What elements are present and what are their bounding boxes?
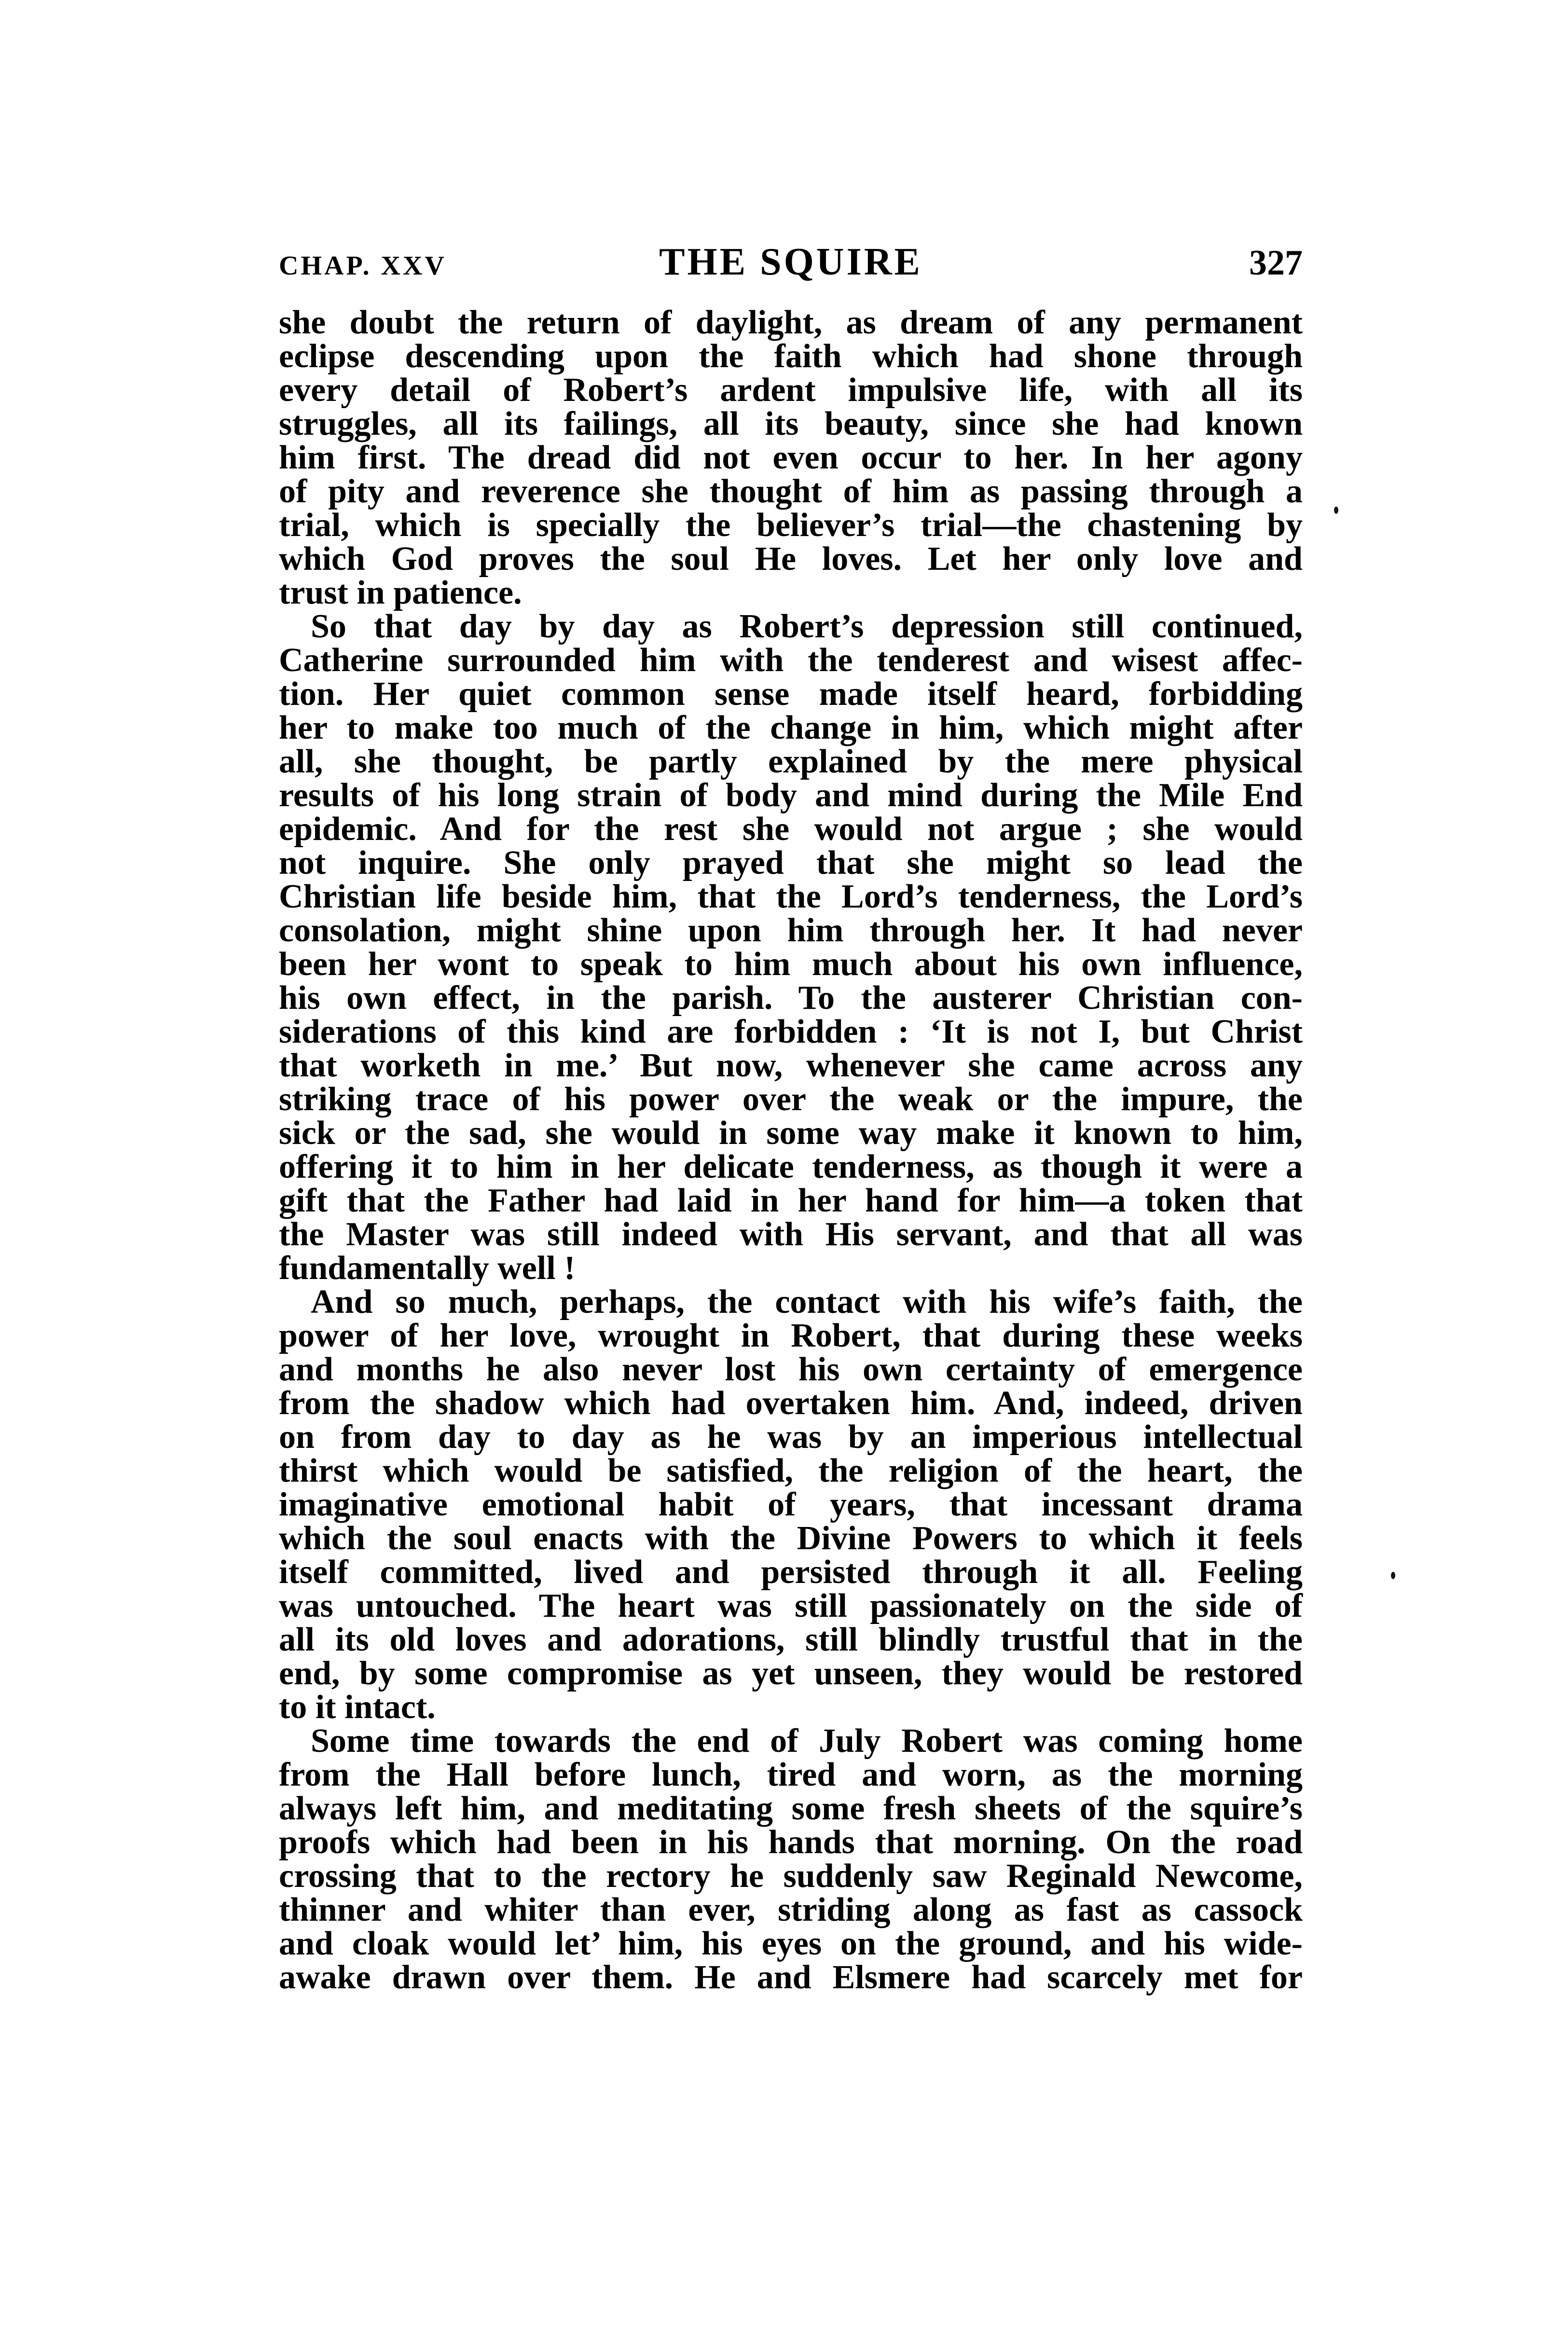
text-line: all its old loves and adorations, still blindly trustful that in the	[279, 1621, 1303, 1658]
text-line: trial, which is specially the believer’s trial—the chastening by	[279, 507, 1303, 544]
text-line: from the Hall before lunch, tired and worn, as the morning	[279, 1756, 1303, 1793]
text-line: fundamentally well !	[279, 1250, 576, 1287]
text-line: of pity and reverence she thought of him as passing through a	[279, 473, 1303, 510]
running-title: THE SQUIRE	[659, 241, 922, 283]
text-line: siderations of this kind are forbidden : ‘It is not I, but Christ	[279, 1013, 1303, 1050]
text-line: which God proves the soul He loves. Let her only love and	[279, 540, 1303, 578]
text-line: offering it to him in her delicate tenderness, as though it were a	[279, 1148, 1303, 1185]
page-number: 327	[1249, 243, 1303, 283]
text-line: that worketh in me.’ But now, whenever she came across any	[279, 1047, 1303, 1084]
ink-speck	[1334, 507, 1338, 514]
text-line: power of her love, wrought in Robert, that during these weeks	[279, 1317, 1303, 1354]
paragraph	[279, 1285, 1303, 1724]
paragraph	[279, 610, 1303, 1285]
text-line: proofs which had been in his hands that morning. On the road	[279, 1824, 1303, 1861]
body-text	[279, 306, 1303, 1994]
text-line: tion. Her quiet common sense made itself heard, forbidding	[279, 675, 1303, 713]
text-line: gift that the Father had laid in her hand for him—a token that	[279, 1182, 1303, 1219]
text-line: all, she thought, be partly explained by the mere physical	[279, 743, 1303, 780]
text-line: from the shadow which had overtaken him. And, indeed, driven	[279, 1385, 1303, 1422]
text-line: Some time towards the end of July Robert was coming home	[311, 1722, 1303, 1760]
text-line: results of his long strain of body and mind during the Mile End	[279, 777, 1303, 814]
text-line: epidemic. And for the rest she would not argue ; she would	[279, 811, 1303, 848]
text-line: Catherine surrounded him with the tenderest and wisest affec-	[279, 642, 1303, 679]
text-line: thirst which would be satisfied, the religion of the heart, the	[279, 1452, 1303, 1489]
text-line: to it intact.	[279, 1689, 436, 1726]
text-line: and months he also never lost his own certainty of emergence	[279, 1351, 1303, 1388]
text-line: was untouched. The heart was still passionately on the side of	[279, 1587, 1303, 1624]
text-line: consolation, might shine upon him through her. It had never	[279, 912, 1303, 949]
ink-speck	[1391, 1572, 1395, 1579]
text-line: crossing that to the rectory he suddenly saw Reginald Newcome,	[279, 1857, 1303, 1895]
text-line: awake drawn over them. He and Elsmere had scarcely met for	[279, 1959, 1303, 1996]
text-line: her to make too much of the change in him, which might after	[279, 709, 1303, 746]
text-line: Christian life beside him, that the Lord’s tenderness, the Lord’s	[279, 878, 1303, 915]
text-line: which the soul enacts with the Divine Powers to which it feels	[279, 1520, 1303, 1557]
paragraph	[279, 1724, 1303, 1994]
text-line: always left him, and meditating some fresh sheets of the squire’s	[279, 1790, 1303, 1827]
text-line: So that day by day as Robert’s depression still continued,	[311, 608, 1303, 645]
text-line: not inquire. She only prayed that she might so lead the	[279, 844, 1303, 881]
text-line: end, by some compromise as yet unseen, they would be restored	[279, 1655, 1303, 1692]
paragraph	[279, 306, 1303, 610]
text-line: every detail of Robert’s ardent impulsive life, with all its	[279, 371, 1303, 409]
text-line: thinner and whiter than ever, striding along as fast as cassock	[279, 1891, 1303, 1928]
text-line: the Master was still indeed with His servant, and that all was	[279, 1216, 1303, 1253]
text-line: trust in patience.	[279, 574, 522, 611]
text-line: on from day to day as he was by an imperious intellectual	[279, 1418, 1303, 1456]
text-line: his own effect, in the parish. To the austerer Christian con-	[279, 979, 1303, 1017]
text-line: sick or the sad, she would in some way make it known to him,	[279, 1114, 1303, 1152]
text-line: itself committed, lived and persisted through it all. Feeling	[279, 1554, 1303, 1591]
text-line: been her wont to speak to him much about his own influence,	[279, 946, 1303, 983]
running-header	[279, 240, 1303, 284]
text-line: And so much, perhaps, the contact with his wife’s faith, the	[311, 1283, 1303, 1320]
text-line: him first. The dread did not even occur to her. In her agony	[279, 439, 1303, 476]
text-line: imaginative emotional habit of years, that incessant drama	[279, 1486, 1303, 1523]
text-line: she doubt the return of daylight, as dream of any permanent	[279, 304, 1303, 341]
chapter-label: CHAP. XXV	[279, 251, 447, 281]
text-line: striking trace of his power over the weak or the impure, the	[279, 1081, 1303, 1118]
text-line: and cloak would let’ him, his eyes on the ground, and his wide-	[279, 1925, 1303, 1962]
text-line: struggles, all its failings, all its beauty, since she had known	[279, 405, 1303, 442]
text-line: eclipse descending upon the faith which had shone through	[279, 338, 1303, 375]
